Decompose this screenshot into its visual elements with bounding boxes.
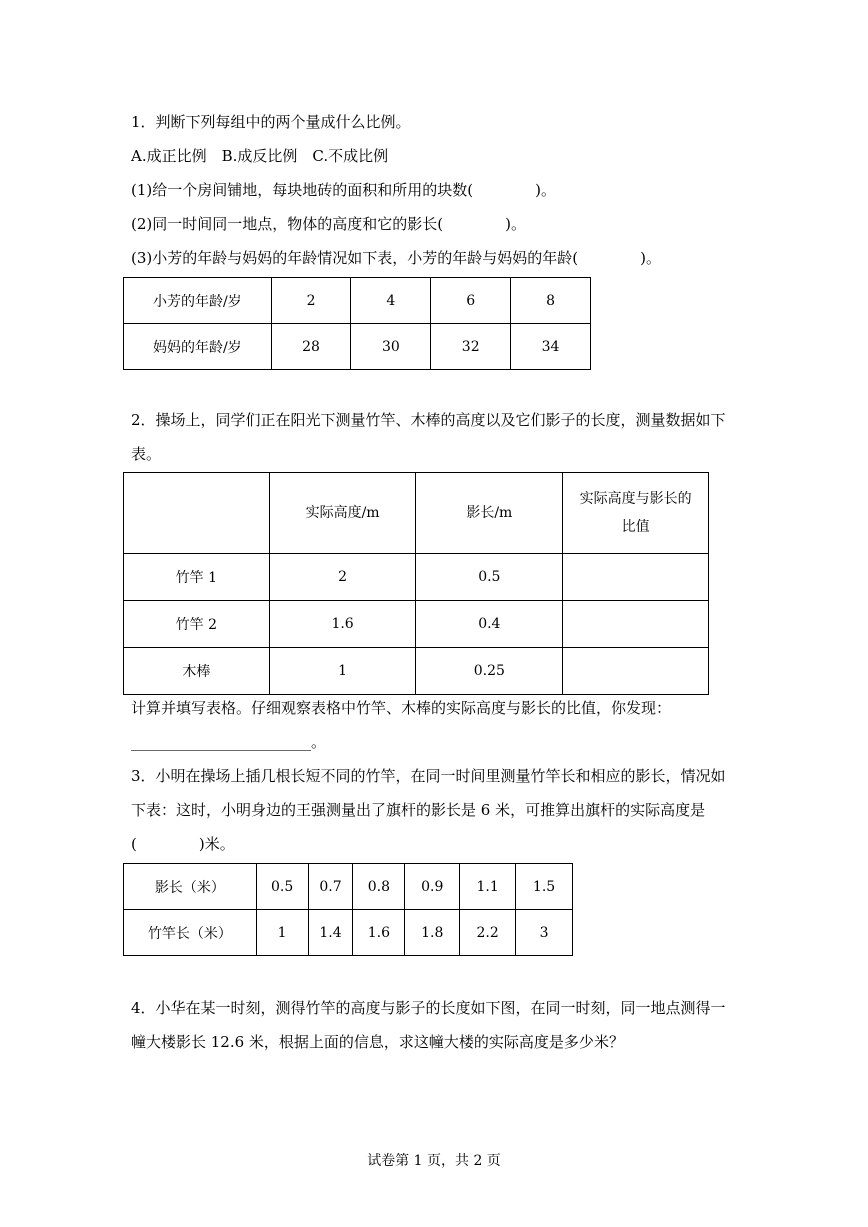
q2-measure-table	[123, 472, 709, 695]
q3-line2: 下表：这时，小明身边的王强测量出了旗杆的影长是 6 米，可推算出旗杆的实际高度是	[131, 801, 706, 819]
table-cell: 0.8	[353, 864, 405, 910]
q2-stem-line2: 表。	[131, 445, 162, 463]
table-cell: 0.4	[416, 601, 563, 648]
table-cell: 1.4	[308, 910, 353, 956]
table-cell: 6	[431, 278, 511, 324]
q1-stem: 1．判断下列每组中的两个量成什么比例。	[131, 113, 411, 131]
table-header-row	[124, 473, 709, 554]
table-cell: 28	[271, 324, 351, 370]
table-cell: 32	[431, 324, 511, 370]
ratio-answer-cell[interactable]	[563, 648, 709, 695]
table-row-label: 妈妈的年龄/岁	[124, 324, 272, 370]
q1-part2-end: )。	[505, 215, 526, 233]
q1-options: A.成正比例 B.成反比例 C.不成比例	[131, 147, 389, 165]
q1-part3-text: (3)小芳的年龄与妈妈的年龄情况如下表，小芳的年龄与妈妈的年龄(	[131, 249, 579, 267]
table-cell: 1	[269, 648, 416, 695]
table-row	[124, 601, 709, 648]
table-cell: 34	[511, 324, 591, 370]
ratio-answer-cell[interactable]	[563, 601, 709, 648]
q2-stem-line1: 2．操场上，同学们正在阳光下测量竹竿、木棒的高度以及它们影子的长度，测量数据如下	[131, 411, 726, 429]
table-cell: 0.5	[256, 864, 308, 910]
table-row	[124, 910, 573, 956]
table-header-cell: 实际高度与影长的比值	[563, 473, 709, 554]
q1-part3	[131, 248, 661, 268]
q1-part1-end: )。	[535, 181, 556, 199]
table-cell: 1.6	[353, 910, 405, 956]
table-row-label: 小芳的年龄/岁	[124, 278, 272, 324]
q3-line3	[131, 834, 235, 854]
table-row-label: 影长（米）	[124, 864, 257, 910]
table-row-label: 竹竿 1	[124, 554, 270, 601]
table-cell: 2	[271, 278, 351, 324]
table-cell: 3	[516, 910, 573, 956]
q2-answer-line[interactable]: ________________________。	[131, 733, 327, 751]
ratio-answer-cell[interactable]	[563, 554, 709, 601]
table-row	[124, 864, 573, 910]
table-header-cell: 影长/m	[416, 473, 563, 554]
table-row-label: 木棒	[124, 648, 270, 695]
table-cell: 2.2	[460, 910, 516, 956]
q1-part3-end: )。	[640, 249, 661, 267]
table-row-label: 竹竿 2	[124, 601, 270, 648]
table-cell: 1.5	[516, 864, 573, 910]
table-cell: 1	[256, 910, 308, 956]
table-cell: 2	[269, 554, 416, 601]
table-cell: 1.1	[460, 864, 516, 910]
table-cell: 1.8	[405, 910, 460, 956]
q4-line2: 幢大楼影长 12.6 米，根据上面的信息，求这幢大楼的实际高度是多少米？	[131, 1033, 624, 1051]
q1-part2	[131, 214, 526, 234]
table-row	[124, 278, 591, 324]
table-cell: 0.25	[416, 648, 563, 695]
table-header-cell	[124, 473, 270, 554]
q1-part1	[131, 180, 556, 200]
table-cell: 1.6	[269, 601, 416, 648]
q1-age-table	[123, 277, 591, 370]
q1-part1-text: (1)给一个房间铺地，每块地砖的面积和所用的块数(	[131, 181, 474, 199]
table-cell: 0.9	[405, 864, 460, 910]
q3-line3-end: )米。	[198, 835, 235, 853]
table-row	[124, 324, 591, 370]
table-cell: 4	[351, 278, 431, 324]
table-row-label: 竹竿长（米）	[124, 910, 257, 956]
q3-pole-table	[123, 863, 573, 956]
q2-after-text: 计算并填写表格。仔细观察表格中竹竿、木棒的实际高度与影长的比值，你发现：	[131, 699, 672, 717]
table-header-cell: 实际高度/m	[269, 473, 416, 554]
table-cell: 8	[511, 278, 591, 324]
table-cell: 30	[351, 324, 431, 370]
table-cell: 0.5	[416, 554, 563, 601]
table-row	[124, 648, 709, 695]
q1-part2-text: (2)同一时间同一地点，物体的高度和它的影长(	[131, 215, 444, 233]
table-row	[124, 554, 709, 601]
q4-line1: 4．小华在某一时刻，测得竹竿的高度与影子的长度如下图，在同一时刻，同一地点测得一	[131, 999, 726, 1017]
q3-line3-start: (	[131, 835, 137, 853]
q3-line1: 3．小明在操场上插几根长短不同的竹竿，在同一时间里测量竹竿长和相应的影长，情况如	[131, 767, 726, 785]
page-footer: 试卷第 1 页，共 2 页	[367, 1153, 501, 1169]
table-cell: 0.7	[308, 864, 353, 910]
